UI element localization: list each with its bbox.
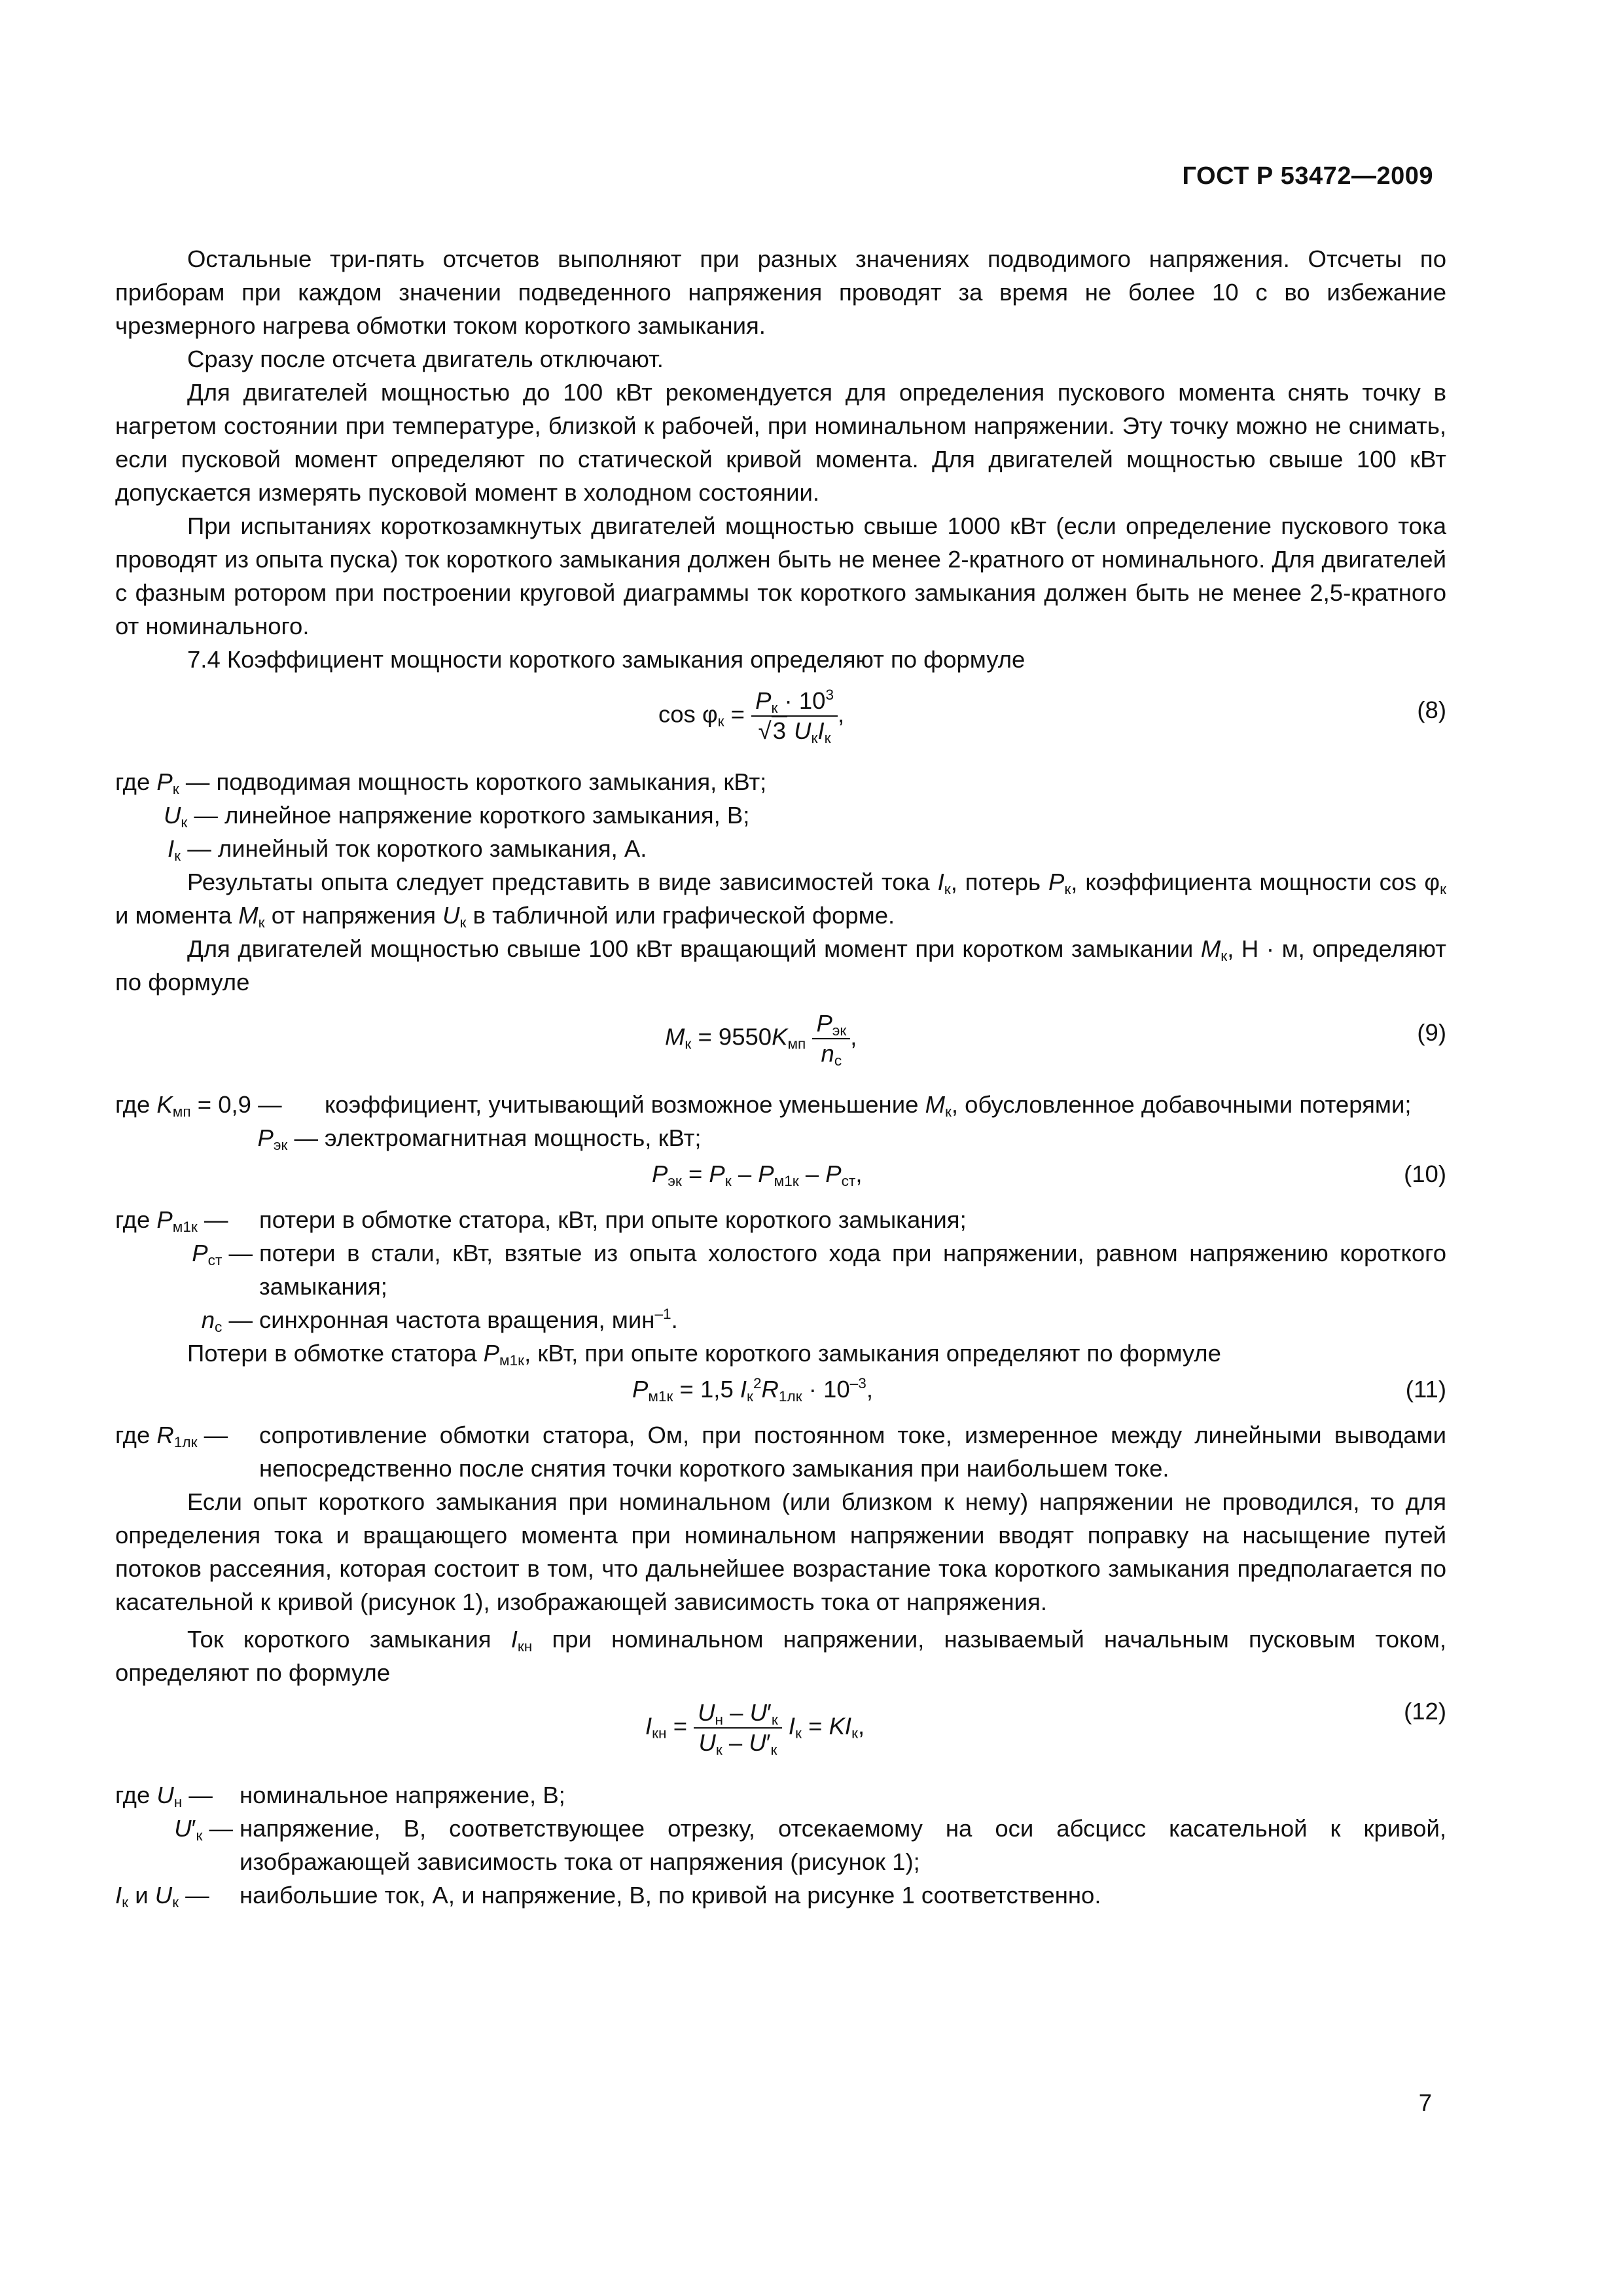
where-row: где $P_к$ — подводимая мощность короткого замыкания, кВт; bbox=[115, 768, 767, 797]
document-body bbox=[115, 242, 1446, 1912]
document-code: ГОСТ Р 53472—2009 bbox=[1182, 162, 1433, 190]
where-row: где $K_{мп} = 0,9$ — коэффициент, учитывающий возможное уменьшение $M_к$, обусловленное добавочными потерями; bbox=[115, 1091, 1412, 1120]
paragraph: Ток короткого замыкания $I_{кн}$ при номинальном напряжении, называемый начальным пусковым током, определяют по формуле bbox=[115, 1626, 1446, 1686]
where-block-10 bbox=[115, 1203, 1446, 1336]
formula-12-expression: $I_{кн}$ = $\frac{U_н - U'_к}{U_к - U'_к}$ $I_к = KI_к$, bbox=[645, 1699, 865, 1758]
formula-9-expression: $M_к = 9550K_{мп}$ $\frac{P_{эк}}{n_с}$ , bbox=[665, 1010, 857, 1069]
where-row: $I_к$ — линейный ток короткого замыкания, А. bbox=[168, 835, 647, 864]
formula-10-number: (10) bbox=[1404, 1160, 1446, 1187]
paragraph: Если опыт короткого замыкания при номинальном (или близком к нему) напряжении не проводился, то для определения тока и вращающего момента при номинальном напряжении вводят поправку на насыщение путей потоков рассеяния, которая состоит в том, что дальнейшее возрастание тока короткого замыкания предполагается по касательной к кривой (рисунок 1), изображающей зависимость тока от напряжения. bbox=[115, 1488, 1446, 1615]
paragraph: При испытаниях короткозамкнутых двигателей мощностью свыше 1000 кВт (если определение пускового тока проводят из опыта пуска) ток короткого замыкания должен быть не менее 2-кратного от номинального. Для двигателей с фазным ротором при построении круговой диаграммы ток короткого замыкания должен быть не менее 2,5-кратного от номинального. bbox=[115, 512, 1446, 639]
section-7-4: 7.4 Коэффициент мощности короткого замыкания определяют по формуле bbox=[187, 646, 1026, 673]
page-number: 7 bbox=[1418, 2089, 1432, 2116]
where-block-8 bbox=[115, 765, 1446, 865]
where-row: $n_с$ — синхронная частота вращения, мин$^{-1}$. bbox=[201, 1306, 678, 1335]
paragraph: Остальные три-пять отсчетов выполняют при разных значениях подводимого напряжения. Отсчеты по приборам при каждом значении подведенного напряжения проводят за время не более 10 с во избежание чрезмерного нагрева обмотки током короткого замыкания. bbox=[115, 245, 1446, 339]
where-row: где $U_н$ — номинальное напряжение, В; bbox=[115, 1782, 565, 1810]
where-block-12 bbox=[115, 1778, 1446, 1912]
where-block-9 bbox=[115, 1088, 1446, 1155]
formula-8 bbox=[115, 681, 1446, 759]
formula-12-number: (12) bbox=[1404, 1698, 1446, 1725]
where-row: $U_к$ — линейное напряжение короткого замыкания, В; bbox=[164, 802, 750, 831]
formula-8-number: (8) bbox=[1417, 696, 1446, 723]
where-row: $I_к$ и $U_к$ — наибольшие ток, А, и напряжение, В, по кривой на рисунке 1 соответственно. bbox=[115, 1882, 1101, 1910]
formula-11 bbox=[115, 1372, 1446, 1414]
where-row: $U'_к$ — напряжение, В, соответствующее отрезку, отсекаемому на оси абсцисс касательной к кривой, изображающей зависимость тока от напряжения (рисунок 1); bbox=[174, 1815, 1446, 1875]
formula-9-number: (9) bbox=[1417, 1019, 1446, 1046]
formula-10 bbox=[115, 1157, 1446, 1199]
paragraph: Потери в обмотке статора $P_{м1к}$, кВт, при опыте короткого замыкания определяют по формуле bbox=[187, 1340, 1221, 1369]
where-block-11 bbox=[115, 1418, 1446, 1485]
where-row: $P_{эк}$ — электромагнитная мощность, кВт; bbox=[257, 1124, 702, 1153]
formula-11-number: (11) bbox=[1405, 1376, 1446, 1403]
formula-9 bbox=[115, 1004, 1446, 1081]
where-row: где $R_{1лк}$ — сопротивление обмотки статора, Ом, при постоянном токе, измеренное между линейными выводами непосредственно после снятия точки короткого замыкания при наибольшем токе. bbox=[115, 1422, 1446, 1482]
where-row: где $P_{м1к}$ — потери в обмотке статора, кВт, при опыте короткого замыкания; bbox=[115, 1206, 967, 1235]
formula-11-expression: $P_{м1к} = 1,5$ $I_к^2R_{1лк} \cdot 10^{-3}$, bbox=[632, 1375, 873, 1405]
paragraph: Для двигателей мощностью до 100 кВт рекомендуется для определения пускового момента снять точку в нагретом состоянии при температуре, близкой к рабочей, при номинальном напряжении. Эту точку можно не снимать, если пусковой момент определяют по статической кривой момента. Для двигателей мощностью свыше 100 кВт допускается измерять пусковой момент в холодном состоянии. bbox=[115, 379, 1446, 506]
paragraph: Для двигателей мощностью свыше 100 кВт вращающий момент при коротком замыкании $M_к$, Н · м, определяют по формуле bbox=[115, 935, 1446, 996]
where-row: $P_{ст}$ — потери в стали, кВт, взятые из опыта холостого хода при напряжении, равном напряжению короткого замыкания; bbox=[192, 1240, 1446, 1300]
paragraph: Сразу после отсчета двигатель отключают. bbox=[187, 346, 664, 372]
formula-10-expression: $P_{эк} = P_к - P_{м1к} - P_{ст}$, bbox=[652, 1160, 863, 1189]
paragraph: Результаты опыта следует представить в виде зависимостей тока $I_к$, потерь $P_к$, коэффициента мощности $\cos \varphi_к$ и момента $M_к$ от напряжения $U_к$ в табличной или графической форме. bbox=[115, 869, 1446, 931]
formula-12 bbox=[115, 1695, 1446, 1772]
formula-8-expression: $\cos \varphi_к$ = $\frac{P_к \cdot 10^3}{√3 U_кI_к}$ , bbox=[658, 687, 845, 746]
